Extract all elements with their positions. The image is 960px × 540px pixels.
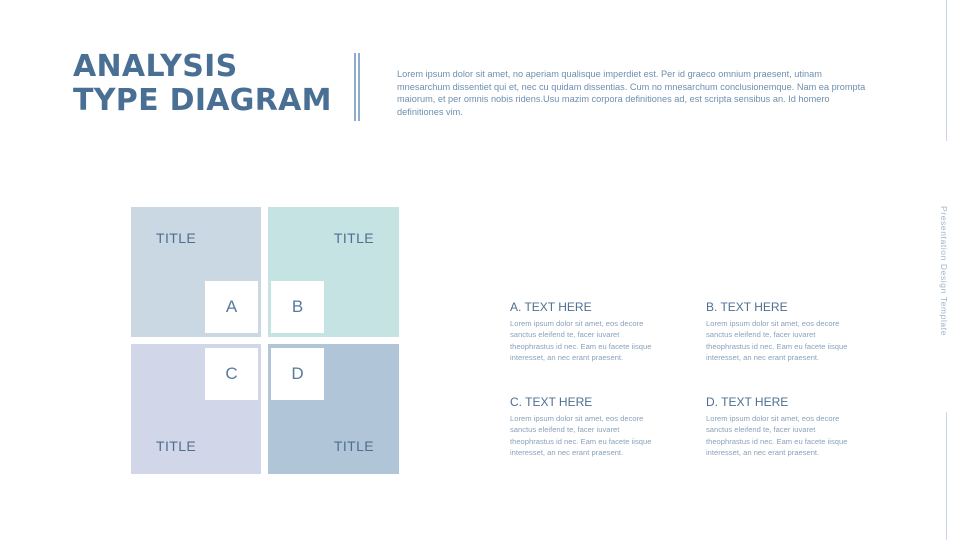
- item-a-body: Lorem ipsum dolor sit amet, eos decore sanctus eleifend te, facer iuvaret theophrastus id nec. Eam eu facete iisque interesset, an nec erant praesent.: [510, 319, 652, 362]
- letter-box-d: D: [271, 348, 324, 400]
- quadrant-d-title: TITLE: [333, 438, 374, 454]
- letter-box-b: B: [271, 281, 324, 333]
- item-c-body: Lorem ipsum dolor sit amet, eos decore sanctus eleifend te, facer iuvaret theophrastus id nec. Eam eu facete iisque interesset, an nec erant praesent.: [510, 414, 652, 457]
- right-edge-line-bottom: [946, 412, 947, 540]
- item-a-heading: A. TEXT HERE: [510, 300, 592, 314]
- side-label: Presentation Design Template: [939, 206, 949, 337]
- quadrant-b-title: TITLE: [333, 230, 374, 246]
- item-c-heading: C. TEXT HERE: [510, 395, 593, 409]
- right-edge-line-top: [946, 0, 947, 141]
- item-d: [706, 395, 856, 458]
- title-line-1: ANALYSIS: [73, 49, 238, 84]
- item-b: [706, 300, 856, 363]
- quadrant-c-title: TITLE: [156, 438, 197, 454]
- item-b-heading: B. TEXT HERE: [706, 300, 788, 314]
- item-d-body: Lorem ipsum dolor sit amet, eos decore sanctus eleifend te, facer iuvaret theophrastus id nec. Eam eu facete iisque interesset, an nec erant praesent.: [706, 414, 848, 457]
- intro-paragraph: Lorem ipsum dolor sit amet, no aperiam qualisque imperdiet est. Per id graeco omnium praesent, utinam mnesarchum dissentiet qui et, nec cu quidam dissentias. Cum no mnesarchum conclusionemque. Nam ea prompta maiorum, et per omnis nobis ridens.Usu mazim corpora definitiones ad, est scripta sensibus an. Id homero definitiones vim.: [397, 69, 866, 117]
- title-divider-left: [354, 53, 356, 121]
- item-c: [510, 395, 660, 458]
- item-b-body: Lorem ipsum dolor sit amet, eos decore sanctus eleifend te, facer iuvaret theophrastus id nec. Eam eu facete iisque interesset, an nec erant praesent.: [706, 319, 848, 362]
- letter-box-c: C: [205, 348, 258, 400]
- quadrant-a-title: TITLE: [156, 230, 197, 246]
- title-line-2: TYPE DIAGRAM: [73, 83, 332, 118]
- item-a: [510, 300, 660, 363]
- title-divider-right: [358, 53, 360, 121]
- slide-title: [73, 50, 332, 118]
- item-d-heading: D. TEXT HERE: [706, 395, 789, 409]
- letter-box-a: A: [205, 281, 258, 333]
